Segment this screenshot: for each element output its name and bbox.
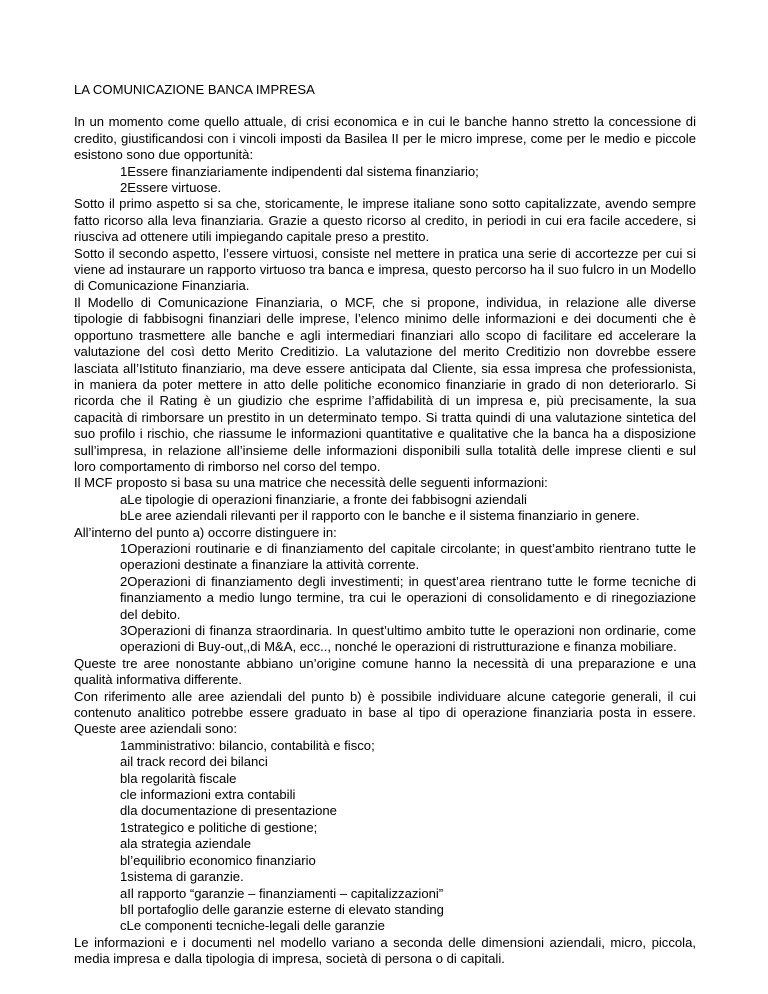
list-item-opportunity-2: 2Essere virtuose. <box>120 180 222 196</box>
paragraph-second-aspect: Sotto il secondo aspetto, l’essere virtuosi, consiste nel mettere in pratica una serie di accortezze per cui si viene ad instaurare un rapporto virtuoso tra banca e impresa, questo percorso ha il suo fulcro in un Modello di Comunicazione Finanziaria. <box>74 245 696 294</box>
paragraph-point-b: Con riferimento alle aree aziendali del punto b) è possibile individuare alcune categorie generali, il cui contenuto analitico potrebbe essere graduato in base al tipo di operazione finanziaria posta in essere. Queste aree aziendali sono: <box>74 688 696 737</box>
paragraph-first-aspect: Sotto il primo aspetto si sa che, storicamente, le imprese italiane sono sotto capitalizzate, avendo sempre fatto ricorso alla leva finanziaria. Grazie a questo ricorso al credito, in periodi in cui era facile accedere, si riusciva ad ottenere utili impiegando capitale preso a prestito. <box>74 196 696 245</box>
list-item-info-a: aLe tipologie di operazioni finanziarie, a fronte dei fabbisogni aziendali <box>120 491 527 507</box>
paragraph-conclusion: Le informazioni e i documenti nel modello variano a seconda delle dimensioni aziendali, micro, piccola, media impresa e dalla tipologia di impresa, società di persona o di capitali. <box>74 934 696 967</box>
document-page <box>74 82 696 968</box>
paragraph-intro: In un momento come quello attuale, di crisi economica e in cui le banche hanno stretto la concessione di credito, giustificandosi con i vincoli imposti da Basilea II per le micro imprese, come per le medio e piccole esistono sono due opportunità: <box>74 114 696 163</box>
list-item-opportunity-1: 1Essere finanziariamente indipendenti dal sistema finanziario; <box>120 163 479 179</box>
document-title: LA COMUNICAZIONE BANCA IMPRESA <box>74 82 315 97</box>
list-item-area-strategic-a: ala strategia aziendale <box>120 836 252 852</box>
list-item-area-guarantees-c: cLe componenti tecniche-legali delle garanzie <box>120 918 385 934</box>
list-item-area-administrative-c: cle informazioni extra contabili <box>120 787 296 803</box>
list-item-area-administrative: 1amministrativo: bilancio, contabilità e fisco; <box>120 737 375 753</box>
list-item-operations-3: 3Operazioni di finanza straordinaria. In quest’ultimo ambito tutte le operazioni non ordinarie, come operazioni di Buy-out,,di M&A, ecc.., nonché le operazioni di ristrutturazione e finanza mobiliare. <box>120 623 696 655</box>
paragraph-mcf-matrix: Il MCF proposto si basa su una matrice che necessità delle seguenti informazioni: <box>74 475 548 491</box>
list-item-area-guarantees: 1sistema di garanzie. <box>120 869 244 885</box>
list-item-area-guarantees-b: bIl portafoglio delle garanzie esterne di elevato standing <box>120 901 444 917</box>
list-item-operations-1: 1Operazioni routinarie e di finanziamento del capitale circolante; in quest’ambito rientrano tutte le operazioni destinate a finanziare la attività corrente. <box>120 540 696 573</box>
paragraph-three-areas: Queste tre aree nonostante abbiano un’origine comune hanno la necessità di una preparazione e una qualità informativa differente. <box>74 655 696 688</box>
list-item-area-strategic-b: bl’equilibrio economico finanziario <box>120 852 316 868</box>
paragraph-point-a: All’interno del punto a) occorre distinguere in: <box>74 524 337 540</box>
list-item-area-strategic: 1strategico e politiche di gestione; <box>120 819 318 835</box>
list-item-info-b: bLe aree aziendali rilevanti per il rapporto con le banche e il sistema finanziario in genere. <box>120 508 640 524</box>
list-item-operations-2: 2Operazioni di finanziamento degli investimenti; in quest’area rientrano tutte le forme tecniche di finanziamento a medio lungo termine, tra cui le operazioni di consolidamento e di rinegoziazione del debito. <box>120 573 696 622</box>
list-item-area-guarantees-a: aIl rapporto “garanzie – finanziamenti – capitalizzazioni” <box>120 885 444 901</box>
list-item-area-administrative-d: dla documentazione di presentazione <box>120 803 337 819</box>
paragraph-mcf-model: Il Modello di Comunicazione Finanziaria, o MCF, che si propone, individua, in relazione alle diverse tipologie di fabbisogni finanziari delle imprese, l’elenco minimo delle informazioni e dei documenti che è opportuno trasmettere alle banche e agli intermediari finanziari allo scopo di facilitare ed accelerare la valutazione del così detto Merito Creditizio. La valutazione del merito Creditizio non dovrebbe essere lasciata all’Istituto finanziario, ma deve essere anticipata dal Cliente, sia essa impresa che professionista, in maniera da poter mettere in atto delle politiche economico finanziarie in grado di non deteriorarlo. Si ricorda che il Rating è un giudizio che esprime l’affidabilità di un impresa e, più precisamente, la sua capacità di rimborsare un prestito in un determinato tempo. Si tratta quindi di una valutazione sintetica del suo profilo i rischio, che riassume le informazioni quantitative e qualitative che la banca ha a disposizione sull’impresa, in relazione all’insieme delle informazioni disponibili sulla totalità delle imprese clienti e sul loro comportamento di rimborso nel corso del tempo. <box>74 294 696 474</box>
list-item-area-administrative-b: bla regolarità fiscale <box>120 770 237 786</box>
list-item-area-administrative-a: ail track record dei bilanci <box>120 754 268 770</box>
